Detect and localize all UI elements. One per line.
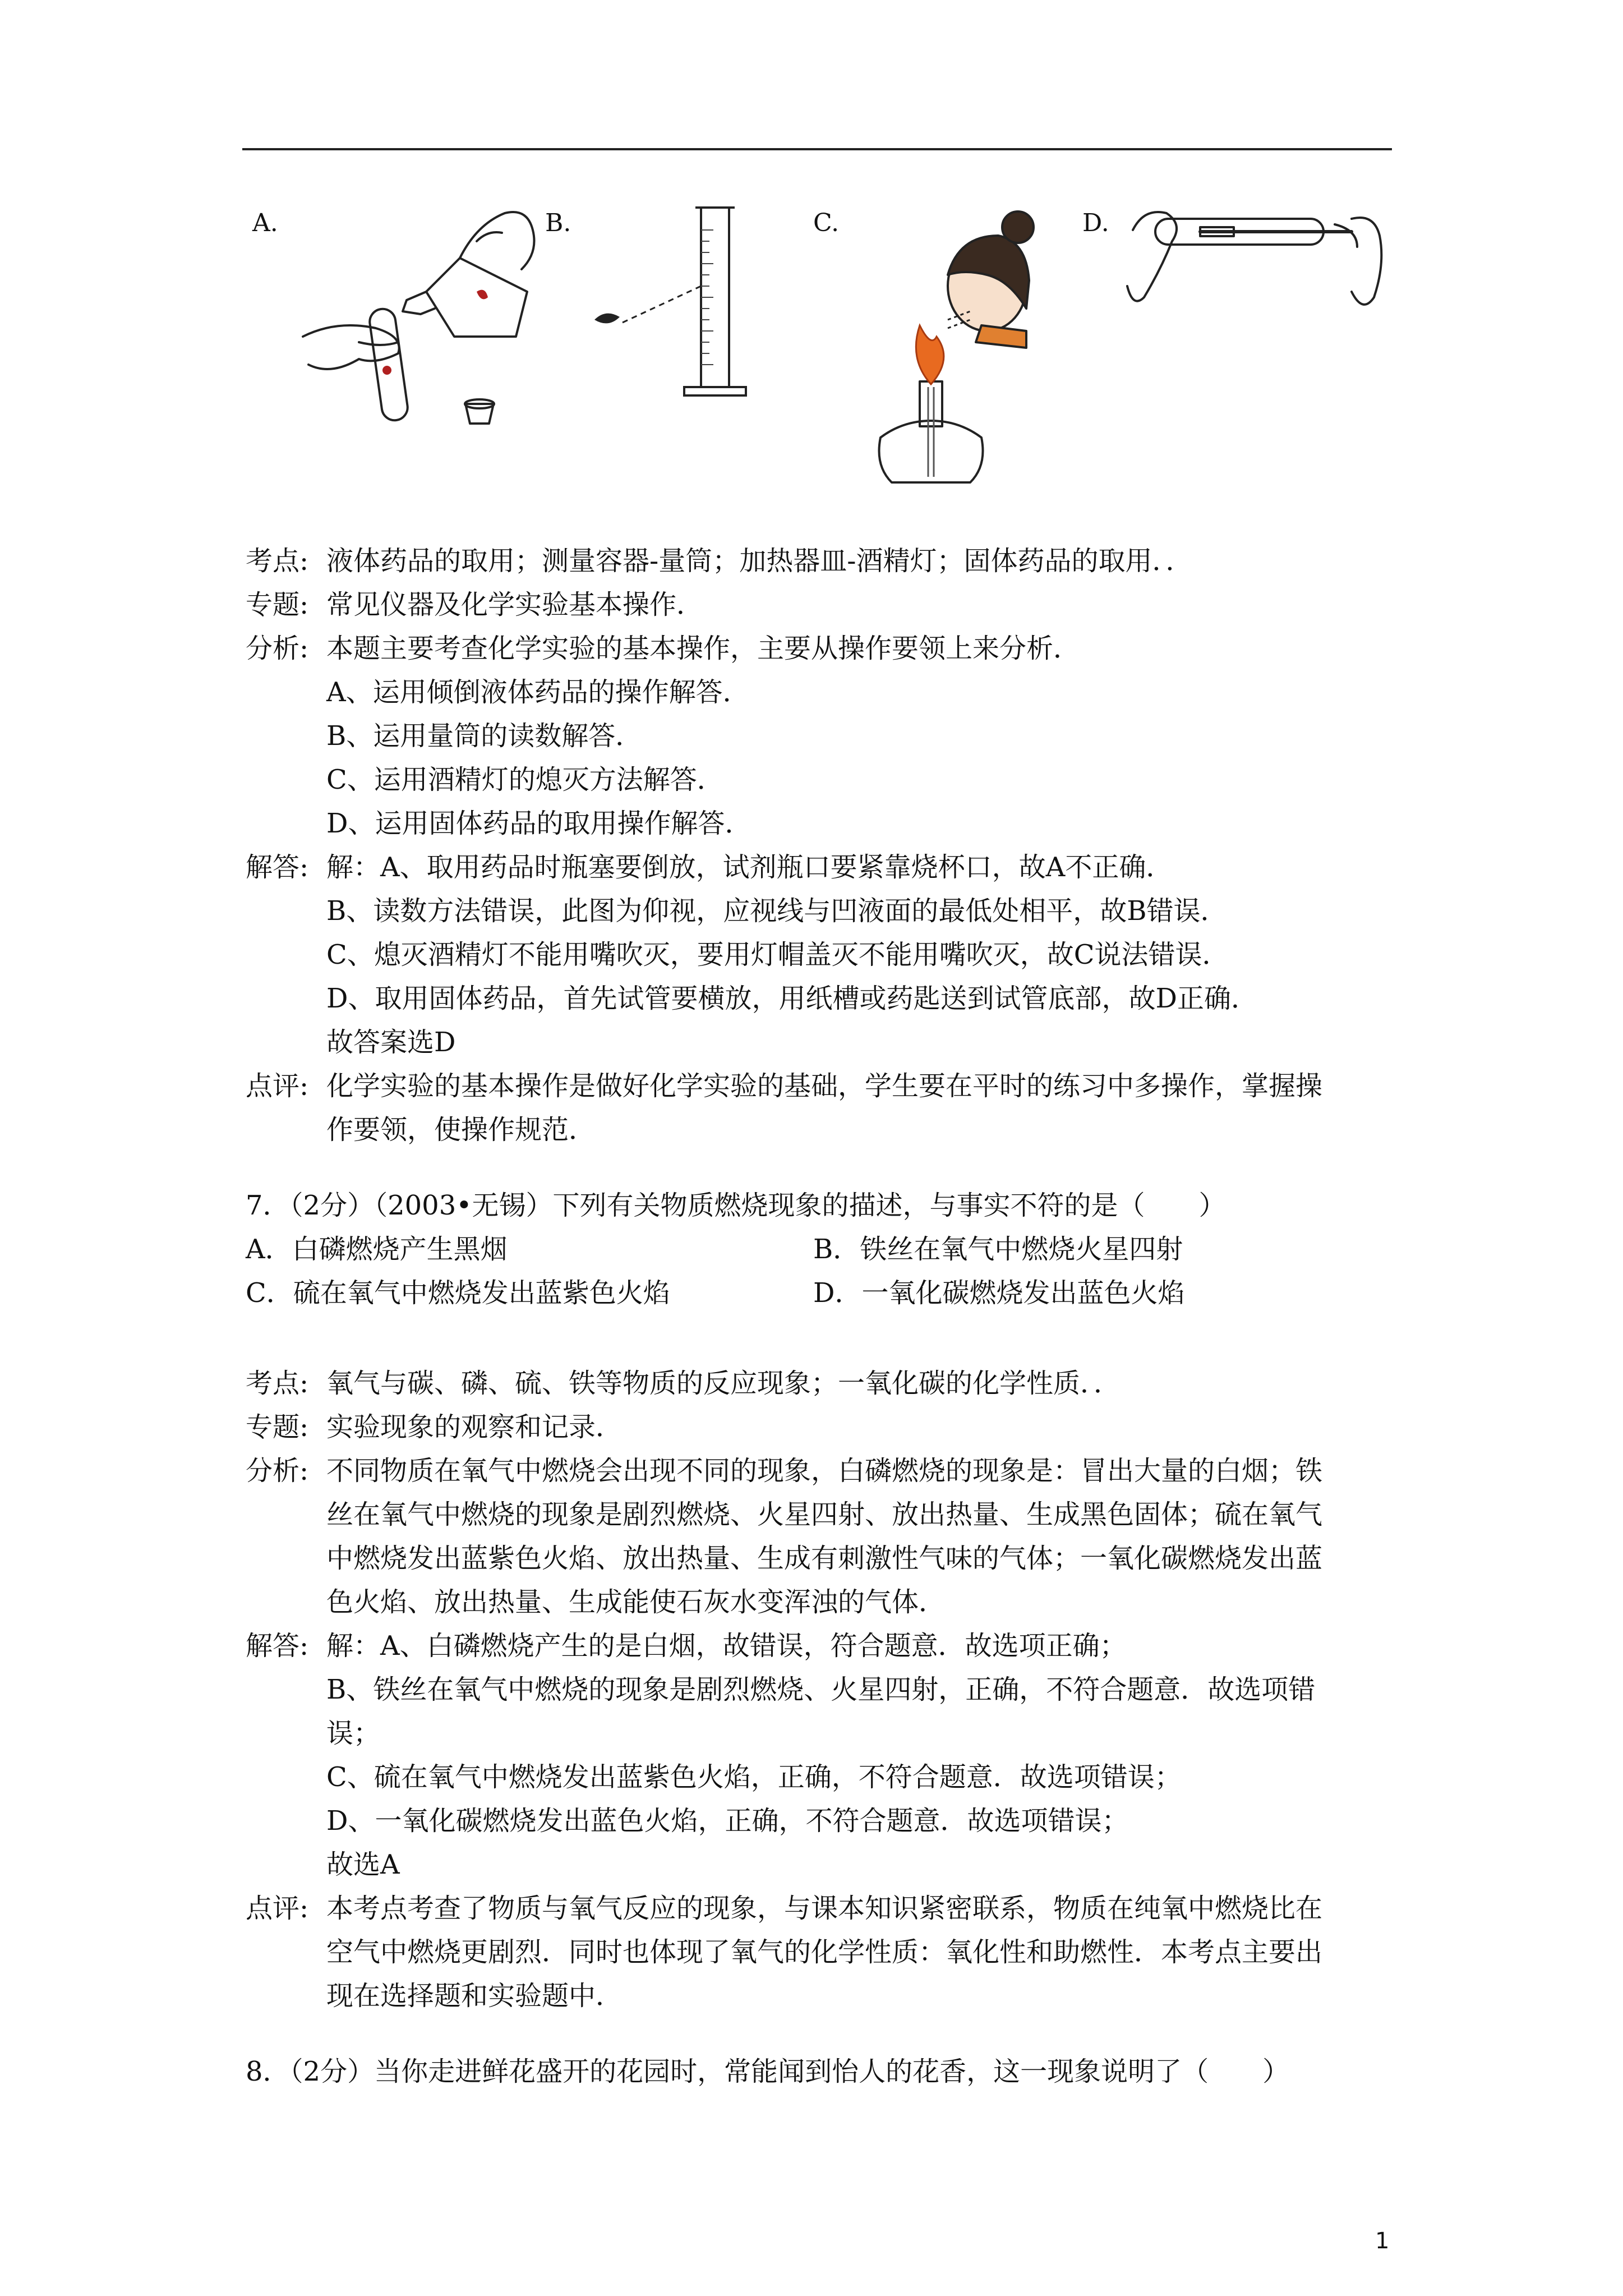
q7-option-d: D．一氧化碳燃烧发出蓝色火焰	[813, 1277, 1185, 1309]
q6-jieda-line: B、读数方法错误，此图为仰视，应视线与凹液面的最低处相平，故B错误．	[326, 895, 1228, 927]
q7-jieda-line: C、硫在氧气中燃烧发出蓝紫色火焰，正确，不符合题意．故选项错误；	[326, 1761, 1182, 1793]
q6-jieda-line: 故答案选D	[326, 1027, 456, 1058]
option-a-letter: A.	[252, 209, 278, 237]
q6-fenxi-line: D、运用固体药品的取用操作解答．	[326, 808, 752, 839]
option-d-letter: D.	[1082, 209, 1109, 237]
option-c-letter: C.	[813, 209, 840, 237]
q7-fenxi-line: 不同物质在氧气中燃烧会出现不同的现象，白磷燃烧的现象是：冒出大量的白烟；铁	[326, 1455, 1323, 1487]
q8-stem: 8．（2分）当你走进鲜花盛开的花园时，常能闻到怡人的花香，这一现象说明了（ ）	[246, 2056, 1290, 2087]
q7-zhuanti-text: 实验现象的观察和记录．	[326, 1411, 623, 1443]
q7-fenxi-line: 色火焰、放出热量、生成能使石灰水变浑浊的气体．	[326, 1586, 946, 1618]
q7-jieda-line: B、铁丝在氧气中燃烧的现象是剧烈燃烧、火星四射，正确，不符合题意．故选项错	[326, 1674, 1316, 1705]
q7-dianping-line: 空气中燃烧更剧烈．同时也体现了氧气的化学性质：氧化性和助燃性．本考点主要出	[326, 1936, 1323, 1968]
q6-fenxi-line: A、运用倾倒液体药品的操作解答．	[326, 677, 750, 708]
q7-dianping-line: 本考点考查了物质与氧气反应的现象，与课本知识紧密联系，物质在纯氧中燃烧比在	[326, 1893, 1323, 1924]
q6-dianping-line: 作要领，使操作规范．	[326, 1114, 596, 1145]
q6-fenxi-line: C、运用酒精灯的熄灭方法解答．	[326, 764, 724, 795]
q6-zhuanti-text: 常见仪器及化学实验基本操作．	[326, 589, 704, 620]
q7-option-b: B．铁丝在氧气中燃烧火星四射	[813, 1234, 1183, 1265]
q7-jieda-line: D、一氧化碳燃烧发出蓝色火焰，正确，不符合题意．故选项错误；	[326, 1805, 1129, 1837]
q6-fenxi-label: 分析:	[246, 633, 309, 664]
q6-jieda-line: 解：A、取用药品时瓶塞要倒放，试剂瓶口要紧靠烧杯口，故A不正确．	[326, 852, 1173, 883]
q7-fenxi-line: 中燃烧发出蓝紫色火焰、放出热量、生成有刺激性气味的气体；一氧化碳燃烧发出蓝	[326, 1543, 1323, 1574]
q6-jieda-line: C、熄灭酒精灯不能用嘴吹灭，要用灯帽盖灭不能用嘴吹灭，故C说法错误．	[326, 939, 1229, 970]
q6-fenxi-line: 本题主要考查化学实验的基本操作，主要从操作要领上来分析．	[326, 633, 1081, 664]
figure-graduated-cylinder	[589, 202, 791, 404]
q7-kaodian-label: 考点:	[246, 1368, 309, 1399]
q6-jieda-label: 解答:	[246, 852, 309, 883]
figure-alcohol-lamp	[858, 196, 1071, 494]
q7-fenxi-label: 分析:	[246, 1455, 309, 1487]
q7-option-a: A．白磷燃烧产生黑烟	[246, 1234, 508, 1265]
q7-option-c: C．硫在氧气中燃烧发出蓝紫色火焰	[246, 1277, 670, 1309]
q7-jieda-line: 故选A	[326, 1849, 400, 1880]
option-b-letter: B.	[545, 209, 571, 237]
q7-dianping-label: 点评:	[246, 1893, 309, 1924]
figure-pouring-liquid	[292, 208, 561, 443]
q7-stem: 7．（2分）（2003•无锡）下列有关物质燃烧现象的描述，与事实不符的是（ ）	[246, 1190, 1226, 1221]
q7-kaodian-text: 氧气与碳、磷、硫、铁等物质的反应现象；一氧化碳的化学性质．．	[326, 1368, 1121, 1399]
q6-jieda-line: D、取用固体药品，首先试管要横放，用纸槽或药匙送到试管底部，故D正确．	[326, 983, 1258, 1014]
q6-kaodian-label: 考点:	[246, 545, 309, 577]
q7-zhuanti-label: 专题:	[246, 1411, 309, 1443]
q6-kaodian-text: 液体药品的取用；测量容器-量筒；加热器皿-酒精灯；固体药品的取用．．	[326, 545, 1193, 577]
q7-fenxi-line: 丝在氧气中燃烧的现象是剧烈燃烧、火星四射、放出热量、生成黑色固体；硫在氧气	[326, 1499, 1323, 1530]
q6-dianping-line: 化学实验的基本操作是做好化学实验的基础，学生要在平时的练习中多操作，掌握操	[326, 1070, 1323, 1102]
figure-horizontal-test-tube	[1122, 196, 1391, 325]
q7-jieda-line: 解：A、白磷燃烧产生的是白烟，故错误，符合题意．故选项正确；	[326, 1630, 1127, 1662]
q6-fenxi-line: B、运用量筒的读数解答．	[326, 720, 643, 752]
q6-dianping-label: 点评:	[246, 1070, 309, 1102]
header-rule	[242, 148, 1392, 150]
q7-dianping-line: 现在选择题和实验题中．	[326, 1980, 623, 2012]
q7-jieda-label: 解答:	[246, 1630, 309, 1662]
q7-jieda-line: 误；	[326, 1718, 381, 1749]
q6-zhuanti-label: 专题:	[246, 589, 309, 620]
page-number: 1	[1375, 2228, 1390, 2254]
